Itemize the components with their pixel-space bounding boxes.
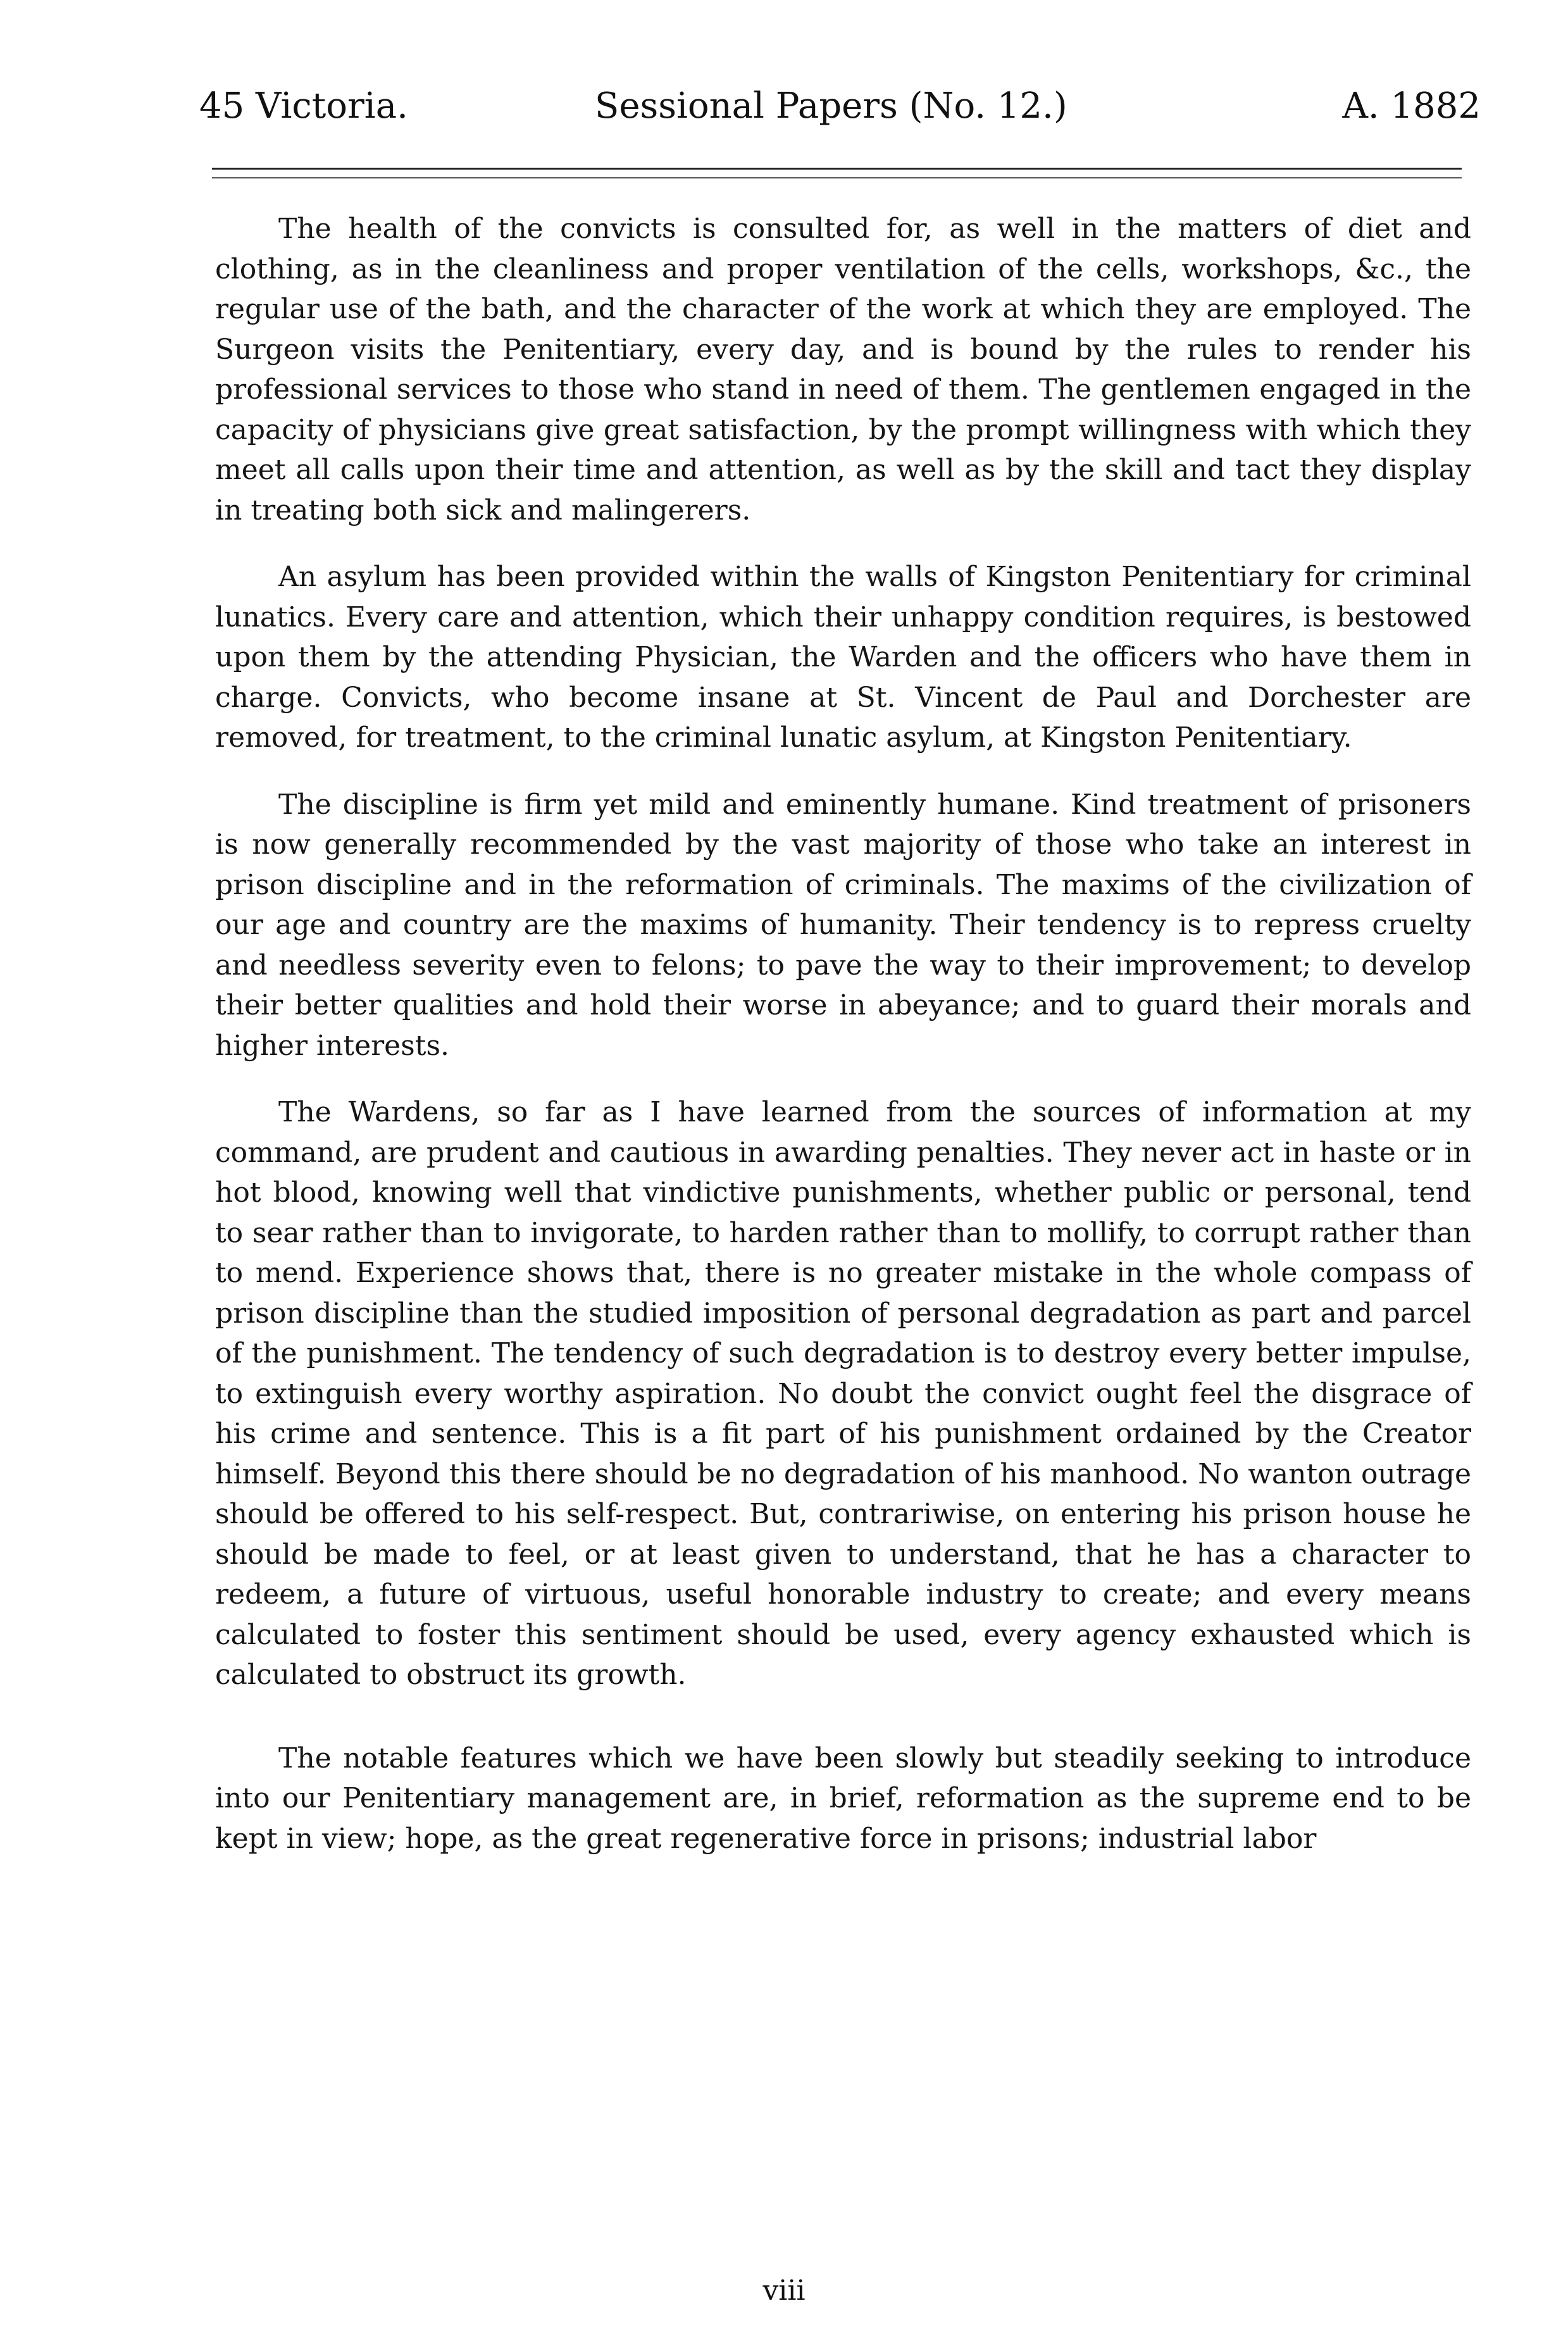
header-rule-secondary [212,177,1462,178]
paragraph-asylum: An asylum has been provided within the walls of Kingston Penitentiary for criminal lunatics. Every care and attention, which their unhappy condition requires, is bestowed upon them by the attending Physician, the Warden and the officers who have them in charge. Convicts, who become insane at St. Vincent de Paul and Dorchester are removed, for treatment, to the criminal lunatic asylum, at Kingston Penitentiary. [215,561,1471,754]
header-rule [212,168,1462,170]
header-volume: 45 Victoria. [199,85,408,127]
header-title: Sessional Papers (No. 12.) [595,85,1067,127]
page-header [199,81,1481,132]
page-number: viii [762,2274,806,2307]
paragraph-wardens: The Wardens, so far as I have learned from the sources of information at my command, are prudent and cautious in awarding penalties. They never act in haste or in hot blood, knowing well that vindictive punishments, whether public or personal, tend to sear rather than to invigorate, to harden rather than to mollify, to corrupt rather than to mend. Experience shows that, there is no greater mistake in the whole compass of prison discipline than the studied imposition of personal degradation as part and parcel of the punishment. The tendency of such degradation is to destroy every better impulse, to extinguish every worthy aspiration. No doubt the convict ought feel the disgrace of his crime and sentence. This is a fit part of his punishment ordained by the Creator himself. Beyond this there should be no degradation of his manhood. No wanton outrage should be offered to his self-respect. But, contrariwise, on entering his prison house he should be made to feel, or at least given to understand, that he has a character to redeem, a future of virtuous, useful honorable industry to create; and every means calculated to foster this sentiment should be used, every agency exhausted which is calculated to obstruct its growth. [215,1096,1471,1691]
body-text [215,209,1471,1885]
paragraph-discipline: The discipline is firm yet mild and eminently humane. Kind treatment of prisoners is now generally recommended by the vast majority of those who take an interest in prison discipline and in the reformation of criminals. The maxims of the civilization of our age and country are the maxims of humanity. Their tendency is to repress cruelty and needless severity even to felons; to pave the way to their improvement; to develop their better qualities and hold their worse in abeyance; and to guard their morals and higher interests. [215,788,1471,1062]
header-year: A. 1882 [1342,85,1481,127]
paragraph-health: The health of the convicts is consulted for, as well in the matters of diet and clothing, as in the cleanliness and proper ventilation of the cells, workshops, &c., the regular use of the bath, and the character of the work at which they are employed. The Surgeon visits the Penitentiary, every day, and is bound by the rules to render his professional services to those who stand in need of them. The gentlemen engaged in the capacity of physicians give great satisfaction, by the prompt willingness with which they meet all calls upon their time and attention, as well as by the skill and tact they display in treating both sick and malingerers. [215,213,1471,527]
paragraph-features: The notable features which we have been slowly but steadily seeking to introduce into our Penitentiary management are, in brief, reformation as the supreme end to be kept in view; hope, as the great regenerative force in prisons; industrial labor [215,1742,1471,1855]
